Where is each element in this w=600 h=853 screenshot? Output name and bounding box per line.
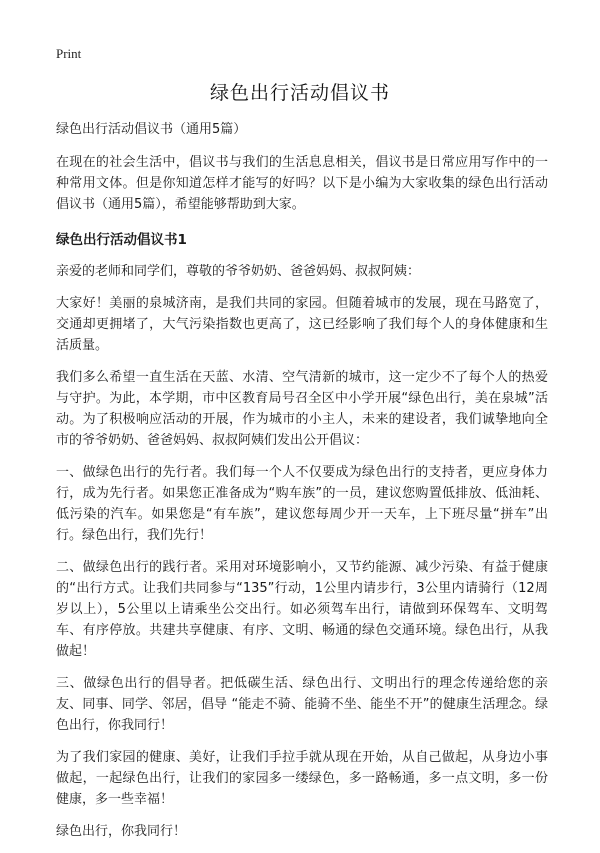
article-body xyxy=(56,120,548,853)
paragraph-point-three: 三、做绿色出行的倡导者。把低碳生活、绿色出行、文明出行的理念传递给您的亲友、同事、同学、邻居，倡导 “能走不骑、能骑不坐、能坐不开”的健康生活理念。绿色出行，你我同行！ xyxy=(56,676,548,733)
paragraph-greeting: 大家好！美丽的泉城济南，是我们共同的家园。但随着城市的发展，现在马路宽了，交通却更拥堵了，大气污染指数也更高了，这已经影响了我们每个人的身体健康和生活质量。 xyxy=(56,296,548,353)
intro-paragraph: 在现在的社会生活中，倡议书与我们的生活息息相关，倡议书是日常应用写作中的一种常用文体。但是你知道怎样才能写的好吗？以下是小编为大家收集的绿色出行活动倡议书（通用5篇），希望能够帮助到大家。 xyxy=(56,155,548,212)
paragraph-closing: 为了我们家园的健康、美好，让我们手拉手就从现在开始，从自己做起，从身边小事做起，一起绿色出行，让我们的家园多一缕绿色，多一路畅通，多一点文明，多一份健康，多一些幸福！ xyxy=(56,750,548,807)
page-title: 绿色出行活动倡议书 xyxy=(209,82,390,104)
section-heading: 绿色出行活动倡议书1 xyxy=(56,232,187,248)
paragraph-appeal: 我们多么希望一直生活在天蓝、水清、空气清新的城市，这一定少不了每个人的热爱与守护。为此，本学期，市中区教育局号召全区中小学开展“绿色出行，美在泉城”活动。为了积极响应活动的开展，作为城市的小主人，未来的建设者，我们诚挚地向全市的爷爷奶奶、爸爸妈妈、叔叔阿姨们发出公开倡议： xyxy=(56,370,548,448)
paragraph-slogan: 绿色出行，你我同行！ xyxy=(56,824,187,839)
print-link[interactable]: Print xyxy=(56,46,82,61)
doc-subtitle: 绿色出行活动倡议书（通用5篇） xyxy=(56,122,247,137)
paragraph-point-two: 二、做绿色出行的践行者。采用对环境影响小，又节约能源、减少污染、有益于健康的“出行方式。让我们共同参与“135”行动，1公里内请步行，3公里内请骑行（12周岁以上），5公里以上请乘坐公交出行。如必须驾车出行，请做到环保驾车、文明驾车、有序停放。共建共享健康、有序、文明、畅通的绿色交通环境。绿色出行，从我做起！ xyxy=(56,560,548,659)
paragraph-point-one: 一、做绿色出行的先行者。我们每一个人不仅要成为绿色出行的支持者，更应身体力行，成为先行者。如果您正准备成为“购车族”的一员，建议您购置低排放、低油耗、低污染的汽车。如果您是“有车族”，建议您每周少开一天车，上下班尽量“拼车”出行。绿色出行，我们先行！ xyxy=(56,465,548,543)
paragraph-salutation: 亲爱的老师和同学们，尊敬的爷爷奶奶、爸爸妈妈、叔叔阿姨： xyxy=(56,264,421,279)
